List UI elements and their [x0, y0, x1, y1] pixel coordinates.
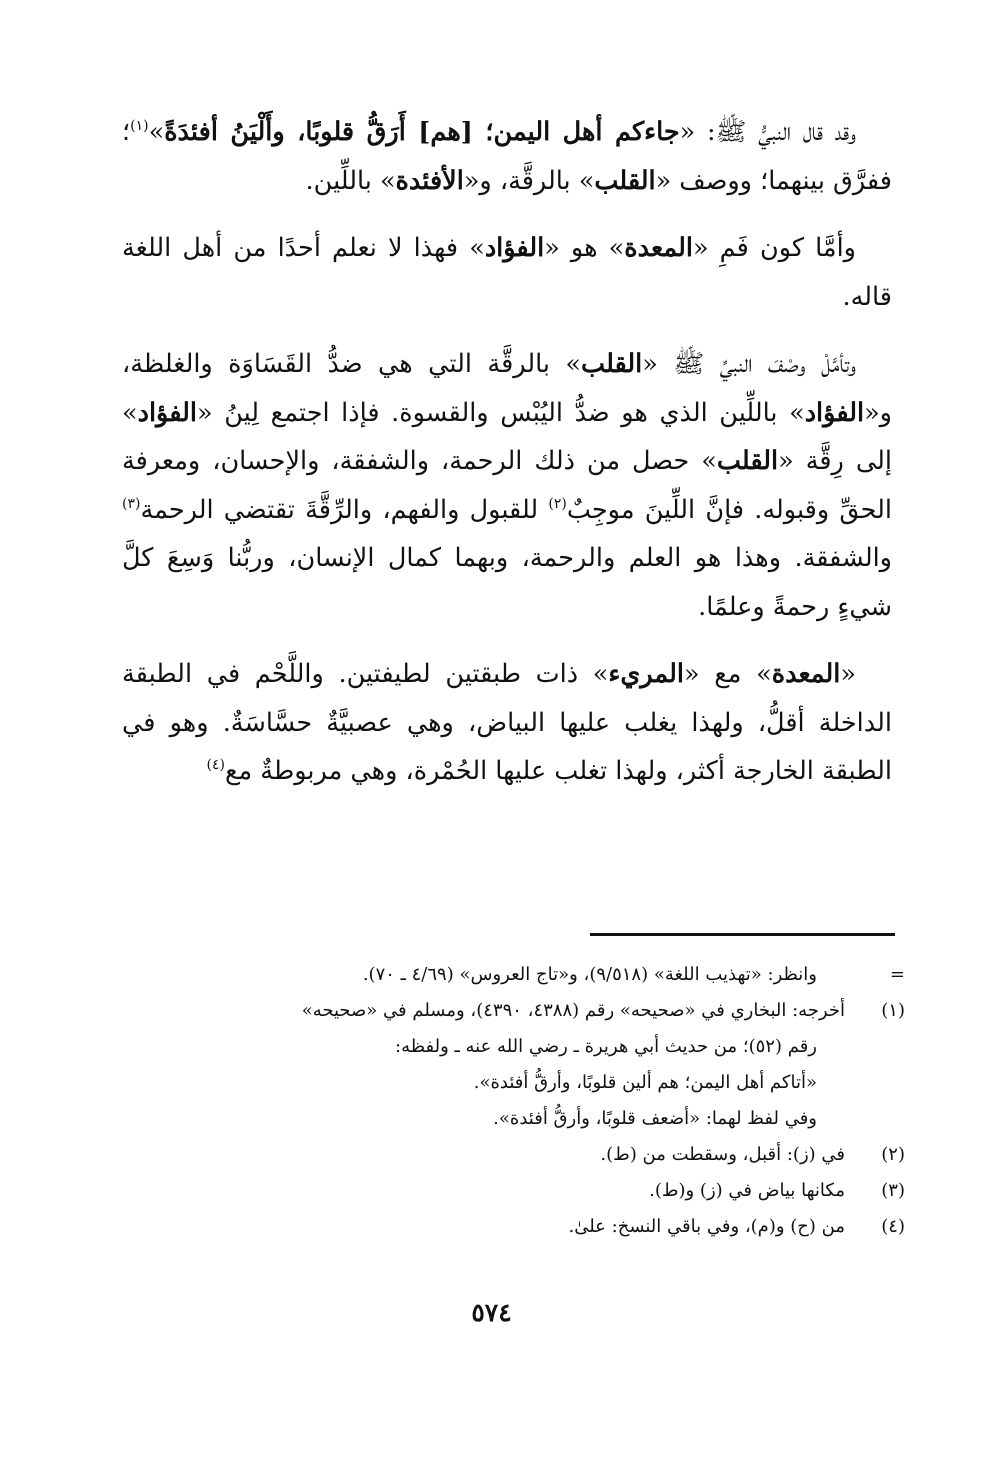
footnote-number: (٣) — [881, 1180, 905, 1201]
footnote-ref-1[interactable]: (١) — [130, 118, 149, 134]
footnote-1 — [122, 993, 905, 1137]
footnote-line: من (ح) و(م)، وفي باقي النسخ: علىٰ. — [568, 1216, 845, 1237]
footnote-line: وانظر: «تهذيب اللغة» (٩/٥١٨)، و«تاج العروس» (٤/٦٩ ـ ٧٠). — [362, 964, 817, 985]
hadith-quote: جاءكم أهل اليمن؛ [هم] أَرَقُّ قلوبًا، وأَلْيَنُ أفئدَةً — [164, 117, 680, 147]
footnote-line: رقم (٥٢)؛ من حديث أبي هريرة ـ رضي الله عنه ـ ولفظه: — [395, 1036, 817, 1057]
text-run: » باللِّين. — [305, 165, 396, 196]
footnote-line: مكانها بياض في (ز) و(ط). — [649, 1180, 845, 1201]
text-run: وقد قال النبيُّ ﷺ: « — [679, 117, 856, 147]
footnote-line: «أتاكم أهل اليمن؛ هم ألين قلوبًا، وأرقُّ أفئدة». — [473, 1072, 817, 1093]
footnote-3 — [122, 1173, 905, 1209]
text-run: » مع « — [683, 659, 772, 689]
term-fuad: الفؤاد — [484, 233, 545, 263]
term-maida: المعدة — [771, 659, 841, 689]
footnote-line: في (ز): أقبل، وسقطت من (ط). — [600, 1144, 845, 1165]
text-run: » — [148, 117, 165, 147]
text-run: للقبول والفهم، والرِّقَّةَ تقتضي الرحمة — [140, 494, 549, 525]
main-text — [122, 108, 892, 815]
text-run: » باللِّين الذي هو ضدُّ اليُبْس والقسوة. فإذا اجتمع لِينُ « — [196, 397, 805, 428]
footnote-separator — [590, 933, 895, 936]
text-run: » حصل من ذلك الرحمة، والشفقة، والإحسان، ومعرفة الحقِّ وقبوله. فإنَّ اللِّينَ موجِبٌ — [122, 446, 892, 525]
term-qalb: القلب — [594, 165, 656, 196]
footnote-line: أخرجه: البخاري في «صحيحه» رقم (٤٣٨٨، ٤٣٩٠)، ومسلم في «صحيحه» — [301, 1000, 845, 1021]
footnote-line: وفي لفظ لهما: «أضعف قلوبًا، وأرقُّ أفئدة». — [493, 1108, 817, 1129]
term-afida: الأفئدة — [395, 165, 464, 196]
text-run: ؛ ففرَّق بينهما؛ ووصف « — [122, 117, 892, 196]
footnote-2 — [122, 1137, 905, 1173]
paragraph-3 — [122, 340, 892, 631]
paragraph-2 — [122, 224, 892, 321]
text-run: » بالرقَّة التي هي ضدُّ القَسَاوَة والغلظة، و« — [122, 349, 892, 428]
paragraph-1 — [122, 108, 892, 205]
text-run: وتأمَّلْ وصْفَ النبيِّ ﷺ « — [642, 349, 856, 379]
text-run: » هو « — [544, 233, 625, 263]
continuation-marker: = — [889, 964, 905, 985]
term-fuad: الفؤاد — [137, 397, 197, 428]
page-number: ٥٧٤ — [471, 1298, 512, 1327]
text-run: « — [840, 659, 856, 689]
footnote-number: (٢) — [881, 1144, 905, 1165]
term-mari: المريء — [608, 659, 684, 689]
footnotes — [122, 957, 905, 1245]
text-run: والشفقة. وهذا هو العلم والرحمة، وبهما كمال الإنسان، وربُّنا وَسِعَ كلَّ شيءٍ رحمةً وعلمًا. — [122, 543, 892, 622]
term-maida: المعدة — [624, 233, 693, 263]
term-qalb: القلب — [716, 446, 779, 476]
footnote-number: (١) — [881, 1000, 905, 1021]
text-run: » ذات طبقتين لطيفتين. واللَّحْم في الطبقة الداخلة أقلُّ، ولهذا يغلب عليها البياض، وهي عصبيَّةٌ حسَّاسَةٌ. وهو في الطبقة الخارجة أكثر، ولهذا تغلب عليها الحُمْرة، وهي مربوطةٌ مع — [122, 659, 892, 786]
footnote-ref-4[interactable]: (٤) — [206, 757, 225, 773]
term-fuad: الفؤاد — [804, 397, 865, 428]
footnote-4 — [122, 1209, 905, 1245]
text-run: » فهذا لا نعلم أحدًا من أهل اللغة قاله. — [122, 233, 892, 312]
footnote-number: (٤) — [881, 1216, 905, 1237]
footnote-continuation — [122, 957, 905, 993]
footnote-ref-3[interactable]: (٣) — [122, 495, 141, 512]
text-run: » بالرقَّة، و« — [463, 165, 595, 196]
text-run: وأمَّا كون فَمِ « — [692, 233, 856, 263]
paragraph-4 — [122, 650, 892, 796]
text-run: » إلى رِقَّة « — [122, 397, 892, 476]
footnote-ref-2[interactable]: (٢) — [548, 495, 567, 512]
term-qalb: القلب — [581, 349, 643, 379]
